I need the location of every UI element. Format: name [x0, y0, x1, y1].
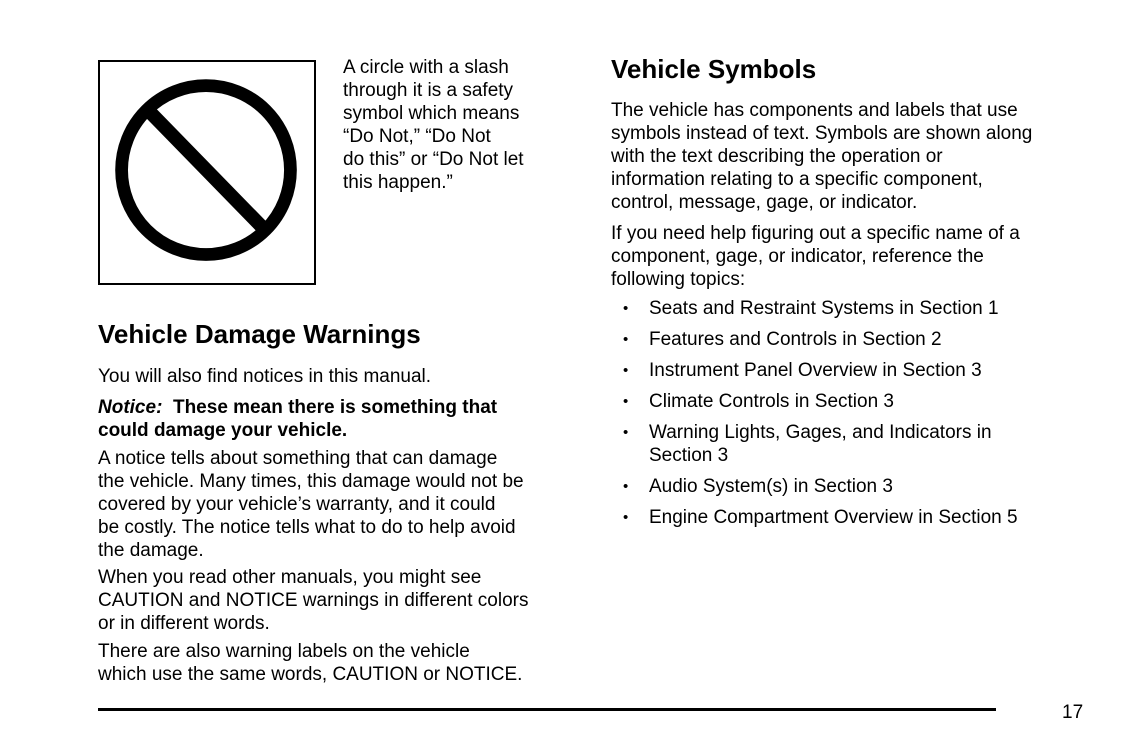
- paragraph-line: The vehicle has components and labels that use: [611, 100, 1018, 121]
- vehicle-damage-warnings-heading: Vehicle Damage Warnings: [98, 319, 421, 349]
- paragraph-line: the vehicle. Many times, this damage would not be: [98, 471, 524, 492]
- caption-line: this happen.”: [343, 172, 453, 193]
- bullet-icon: •: [623, 300, 629, 317]
- list-item: [621, 328, 1018, 351]
- bullet-icon: •: [623, 362, 629, 379]
- bullet-icon: •: [623, 509, 629, 526]
- other-manuals-paragraph: [98, 566, 528, 635]
- notice-text: These mean there is something that: [172, 397, 498, 418]
- caption-line: “Do Not,” “Do Not: [343, 126, 491, 147]
- notice-tells-paragraph: [98, 447, 524, 562]
- paragraph-line: symbols instead of text. Symbols are shown along: [611, 123, 1033, 144]
- list-item-text: Seats and Restraint Systems in Section 1: [649, 298, 999, 319]
- bullet-icon: •: [623, 424, 629, 441]
- paragraph-line: with the text describing the operation or: [611, 146, 943, 167]
- list-item-text: Section 3: [649, 445, 729, 466]
- list-item-text: Warning Lights, Gages, and Indicators in: [649, 422, 992, 443]
- list-item-text: Engine Compartment Overview in Section 5: [649, 507, 1018, 528]
- list-item: [621, 506, 1018, 529]
- warning-labels-paragraph: [98, 640, 522, 686]
- notice-paragraph: [98, 396, 497, 442]
- bullet-icon: •: [623, 478, 629, 495]
- list-item: [621, 390, 1018, 413]
- caption-line: through it is a safety: [343, 80, 514, 101]
- paragraph-line: A notice tells about something that can damage: [98, 448, 498, 469]
- bullet-icon: •: [623, 331, 629, 348]
- list-item: [621, 359, 1018, 382]
- paragraph-line: covered by your vehicle’s warranty, and it could: [98, 494, 496, 515]
- help-paragraph: [611, 222, 1020, 291]
- symbol-caption: [343, 56, 568, 194]
- bullet-icon: •: [623, 393, 629, 410]
- paragraph-line: information relating to a specific component,: [611, 169, 983, 190]
- caption-line: do this” or “Do Not let: [343, 149, 524, 170]
- paragraph-line: When you read other manuals, you might see: [98, 567, 482, 588]
- no-symbol-icon: [100, 62, 314, 283]
- symbols-intro-paragraph: [611, 99, 1032, 214]
- paragraph-line: control, message, gage, or indicator.: [611, 192, 918, 213]
- do-not-symbol-frame: [98, 60, 316, 285]
- caption-line: symbol which means: [343, 103, 520, 124]
- paragraph-line: which use the same words, CAUTION or NOTICE.: [98, 664, 523, 685]
- topics-list: [621, 297, 1018, 537]
- paragraph-line: be costly. The notice tells what to do to help avoid: [98, 517, 516, 538]
- notice-label: Notice:: [98, 397, 163, 418]
- vehicle-symbols-heading: Vehicle Symbols: [611, 54, 817, 84]
- paragraph-line: the damage.: [98, 540, 204, 561]
- footer-rule: [98, 708, 996, 711]
- list-item-text: Instrument Panel Overview in Section 3: [649, 360, 982, 381]
- paragraph-line: component, gage, or indicator, reference the: [611, 246, 984, 267]
- paragraph-line: If you need help figuring out a specific name of a: [611, 223, 1020, 244]
- list-item-text: Climate Controls in Section 3: [649, 391, 894, 412]
- page-number: 17: [1062, 702, 1084, 723]
- list-item: [621, 475, 1018, 498]
- paragraph-line: There are also warning labels on the vehicle: [98, 641, 470, 662]
- notice-line-1: [98, 396, 497, 419]
- list-item-text: Audio System(s) in Section 3: [649, 476, 893, 497]
- find-notices-paragraph: [98, 365, 431, 388]
- paragraph-line: CAUTION and NOTICE warnings in different colors: [98, 590, 529, 611]
- list-item: [621, 421, 1018, 467]
- paragraph-line: or in different words.: [98, 613, 270, 634]
- paragraph-line: following topics:: [611, 269, 746, 290]
- list-item-text: Features and Controls in Section 2: [649, 329, 942, 350]
- caption-line: A circle with a slash: [343, 57, 509, 78]
- notice-line-2: could damage your vehicle.: [98, 420, 348, 441]
- list-item: [621, 297, 1018, 320]
- paragraph-line: You will also find notices in this manual.: [98, 366, 432, 387]
